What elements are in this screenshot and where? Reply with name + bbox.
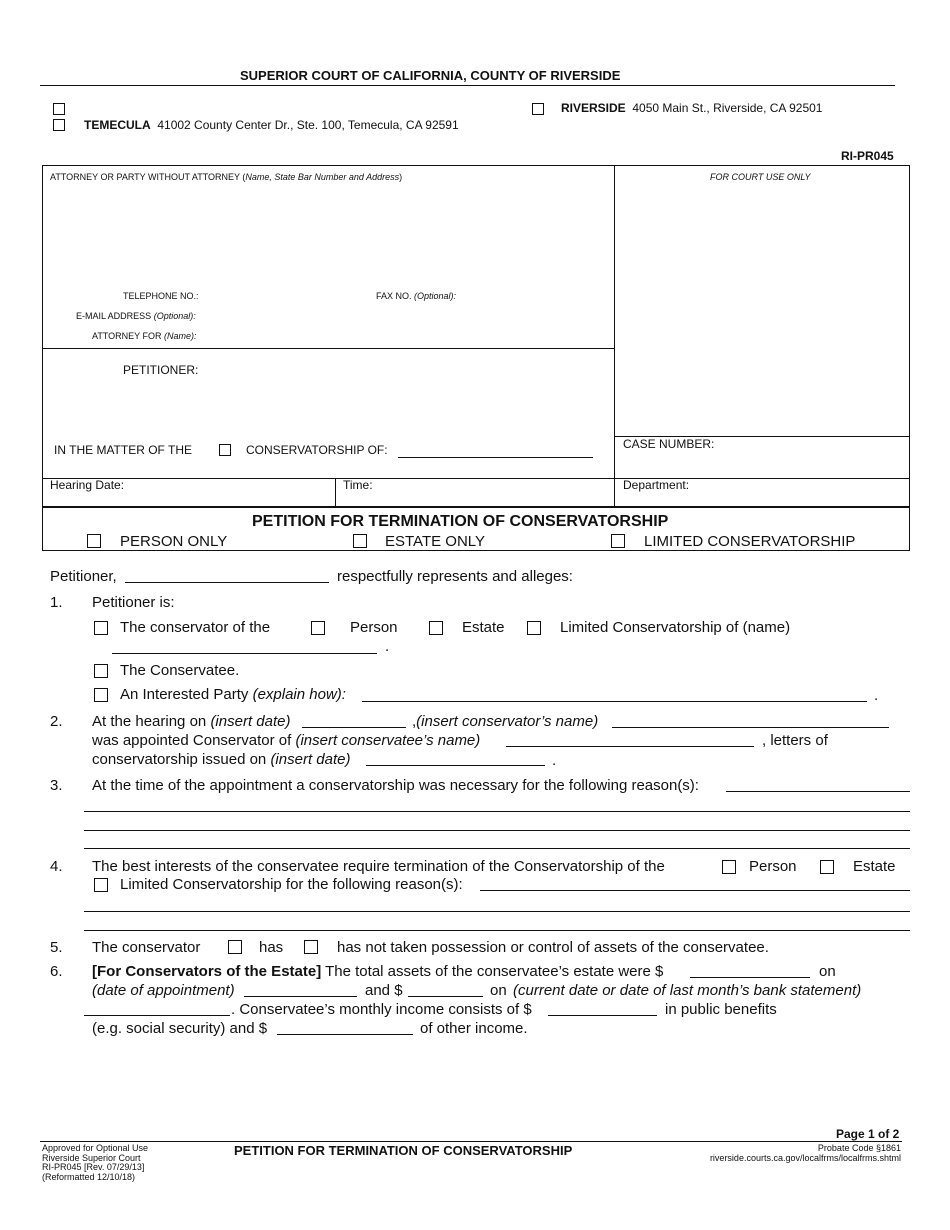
page-number: Page 1 of 2 <box>836 1127 900 1141</box>
termination-reason-field-2[interactable] <box>84 911 910 912</box>
interested-party-explain-field[interactable] <box>362 701 867 702</box>
item-6-social-security: (e.g. social security) and $ <box>92 1020 268 1037</box>
item-6-on-1: on <box>819 963 836 980</box>
intro-petitioner: Petitioner, <box>50 568 117 585</box>
header-rule <box>40 85 895 86</box>
conservatorship-of-label: CONSERVATORSHIP OF: <box>246 443 388 457</box>
current-date-field[interactable] <box>84 1015 230 1016</box>
item-2-line-2a: was appointed Conservator of (insert conservatee’s name) <box>92 732 481 749</box>
item-5-number: 5. <box>50 939 63 956</box>
time-label: Time: <box>343 478 373 492</box>
conservator-of-label: The conservator of the <box>120 619 271 636</box>
item-6-current-date: (current date or date of last month’s bank statement) <box>513 982 862 999</box>
item-6-number: 6. <box>50 963 63 980</box>
letters-date-field[interactable] <box>366 765 545 766</box>
item-6-monthly-income: . Conservatee’s monthly income consists of $ <box>231 1001 532 1018</box>
hearing-rule <box>42 478 910 479</box>
has-checkbox[interactable] <box>228 940 242 954</box>
conservatee-label: The Conservatee. <box>120 662 240 679</box>
riverside-location <box>561 101 822 115</box>
person-only-label: PERSON ONLY <box>120 533 228 550</box>
temecula-label: TEMECULA <box>84 118 151 132</box>
item-3-text: At the time of the appointment a conservatorship was necessary for the following reason(s): <box>92 777 699 794</box>
item-4-person-label: Person <box>749 858 797 875</box>
probate-code: Probate Code §1861 <box>817 1143 901 1153</box>
public-benefits-field[interactable] <box>548 1015 657 1016</box>
item-1-estate-label: Estate <box>462 619 505 636</box>
item-6-on-2: on <box>490 982 507 999</box>
estate-only-checkbox[interactable] <box>353 534 367 548</box>
item-2-letters: , letters of <box>762 732 828 749</box>
item-2-period: . <box>552 752 557 769</box>
matter-of-label: IN THE MATTER OF THE <box>54 443 193 457</box>
has-not-checkbox[interactable] <box>304 940 318 954</box>
item-4-limited-label: Limited Conservatorship for the following reason(s): <box>120 876 463 893</box>
item-4-number: 4. <box>50 858 63 875</box>
interested-party-label: An Interested Party (explain how): <box>120 686 346 703</box>
temecula-address: 41002 County Center Dr., Ste. 100, Temecula, CA 92591 <box>157 118 459 132</box>
item-6-line-1: [For Conservators of the Estate] The total assets of the conservatee’s estate were $ <box>92 963 664 980</box>
conservatee-name-field[interactable] <box>398 457 593 458</box>
item-6-public-benefits: in public benefits <box>665 1001 777 1018</box>
attorney-for-label: ATTORNEY FOR (Name): <box>92 331 197 341</box>
item-6-date-of-appointment: (date of appointment) <box>92 982 235 999</box>
conservatee-checkbox[interactable] <box>94 664 108 678</box>
item-1-person-checkbox[interactable] <box>311 621 325 635</box>
footer-title: PETITION FOR TERMINATION OF CONSERVATORSHIP <box>234 1143 573 1158</box>
item-1-person-label: Person <box>350 619 398 636</box>
footer-url: riverside.courts.ca.gov/localfrms/localfrms.shtml <box>709 1153 901 1163</box>
riverside-checkbox[interactable] <box>532 103 544 115</box>
estate-only-label: ESTATE ONLY <box>385 533 486 550</box>
item-1-lead: Petitioner is: <box>92 594 175 611</box>
limited-name-field[interactable] <box>112 653 377 654</box>
court-title: SUPERIOR COURT OF CALIFORNIA, COUNTY OF RIVERSIDE <box>240 68 621 83</box>
hearing-time-divider <box>335 478 336 507</box>
hearing-date-label: Hearing Date: <box>50 478 125 492</box>
blank-court-checkbox[interactable] <box>53 103 65 115</box>
fax-label: FAX NO. (Optional): <box>376 291 457 301</box>
conservator-name-field[interactable] <box>612 727 889 728</box>
item-1-limited-checkbox[interactable] <box>527 621 541 635</box>
reason-field-1[interactable] <box>726 791 910 792</box>
appointment-date-field[interactable] <box>244 996 357 997</box>
petitioner-label: PETITIONER: <box>123 363 199 377</box>
hearing-date-field[interactable] <box>302 727 406 728</box>
item-2-line-1b: ,(insert conservator’s name) <box>412 713 599 730</box>
petition-title: PETITION FOR TERMINATION OF CONSERVATORSHIP <box>252 513 669 530</box>
item-5-text: The conservator <box>92 939 201 956</box>
footer-rule <box>40 1141 902 1142</box>
item-2-line-3a: conservatorship issued on (insert date) <box>92 751 351 768</box>
temecula-location <box>84 118 459 132</box>
item-2-number: 2. <box>50 713 63 730</box>
item-6-and: and $ <box>365 982 403 999</box>
item-6-other-income: of other income. <box>420 1020 528 1037</box>
item-1-number: 1. <box>50 594 63 611</box>
reason-field-2[interactable] <box>84 811 910 812</box>
attorney-label: ATTORNEY OR PARTY WITHOUT ATTORNEY (Name, State Bar Number and Address) <box>50 172 403 182</box>
conservatee-name-field-2[interactable] <box>506 746 754 747</box>
item-1-limited-label: Limited Conservatorship of (name) <box>560 619 791 636</box>
reason-field-4[interactable] <box>84 848 910 849</box>
email-label: E-MAIL ADDRESS (Optional): <box>76 311 196 321</box>
item-2-line-1a: At the hearing on (insert date) <box>92 713 291 730</box>
footer-code-block <box>710 1143 901 1163</box>
item-4-limited-checkbox[interactable] <box>94 878 108 892</box>
case-number-label: CASE NUMBER: <box>623 437 715 451</box>
conservatorship-checkbox[interactable] <box>219 444 231 456</box>
person-only-checkbox[interactable] <box>87 534 101 548</box>
telephone-label: TELEPHONE NO.: <box>123 291 199 301</box>
reason-field-3[interactable] <box>84 830 910 831</box>
conservator-checkbox[interactable] <box>94 621 108 635</box>
item-4-person-checkbox[interactable] <box>722 860 736 874</box>
riverside-address: 4050 Main St., Riverside, CA 92501 <box>632 101 823 115</box>
total-assets-field[interactable] <box>690 977 810 978</box>
approval-block: Approved for Optional Use Riverside Superior Court RI-PR045 [Rev. 07/29/13] (Reformatted 12/10/18) <box>42 1143 149 1182</box>
item-4-estate-label: Estate <box>853 858 896 875</box>
petitioner-name-field[interactable] <box>125 582 329 583</box>
limited-conservatorship-label: LIMITED CONSERVATORSHIP <box>644 533 856 550</box>
item-4-text: The best interests of the conservatee require termination of the Conservatorship of the <box>92 858 665 875</box>
form-number: RI-PR045 <box>841 149 894 163</box>
item-1-period: . <box>385 638 390 655</box>
department-label: Department: <box>623 478 690 492</box>
has-not-label: has not taken possession or control of assets of the conservatee. <box>337 939 769 956</box>
item-1-estate-checkbox[interactable] <box>429 621 443 635</box>
item-3-number: 3. <box>50 777 63 794</box>
attorney-section-rule <box>42 348 614 349</box>
termination-reason-field-3[interactable] <box>84 930 910 931</box>
intro-alleges: respectfully represents and alleges: <box>337 568 573 585</box>
temecula-checkbox[interactable] <box>53 119 65 131</box>
court-use-label: FOR COURT USE ONLY <box>710 172 811 182</box>
interested-party-checkbox[interactable] <box>94 688 108 702</box>
has-label: has <box>259 939 284 956</box>
current-assets-field[interactable] <box>408 996 483 997</box>
other-income-field[interactable] <box>277 1034 413 1035</box>
riverside-label: RIVERSIDE <box>561 101 626 115</box>
interested-party-period: . <box>874 687 879 704</box>
termination-reason-field-1[interactable] <box>480 890 910 891</box>
item-4-estate-checkbox[interactable] <box>820 860 834 874</box>
court-use-divider <box>614 165 615 507</box>
limited-conservatorship-checkbox[interactable] <box>611 534 625 548</box>
